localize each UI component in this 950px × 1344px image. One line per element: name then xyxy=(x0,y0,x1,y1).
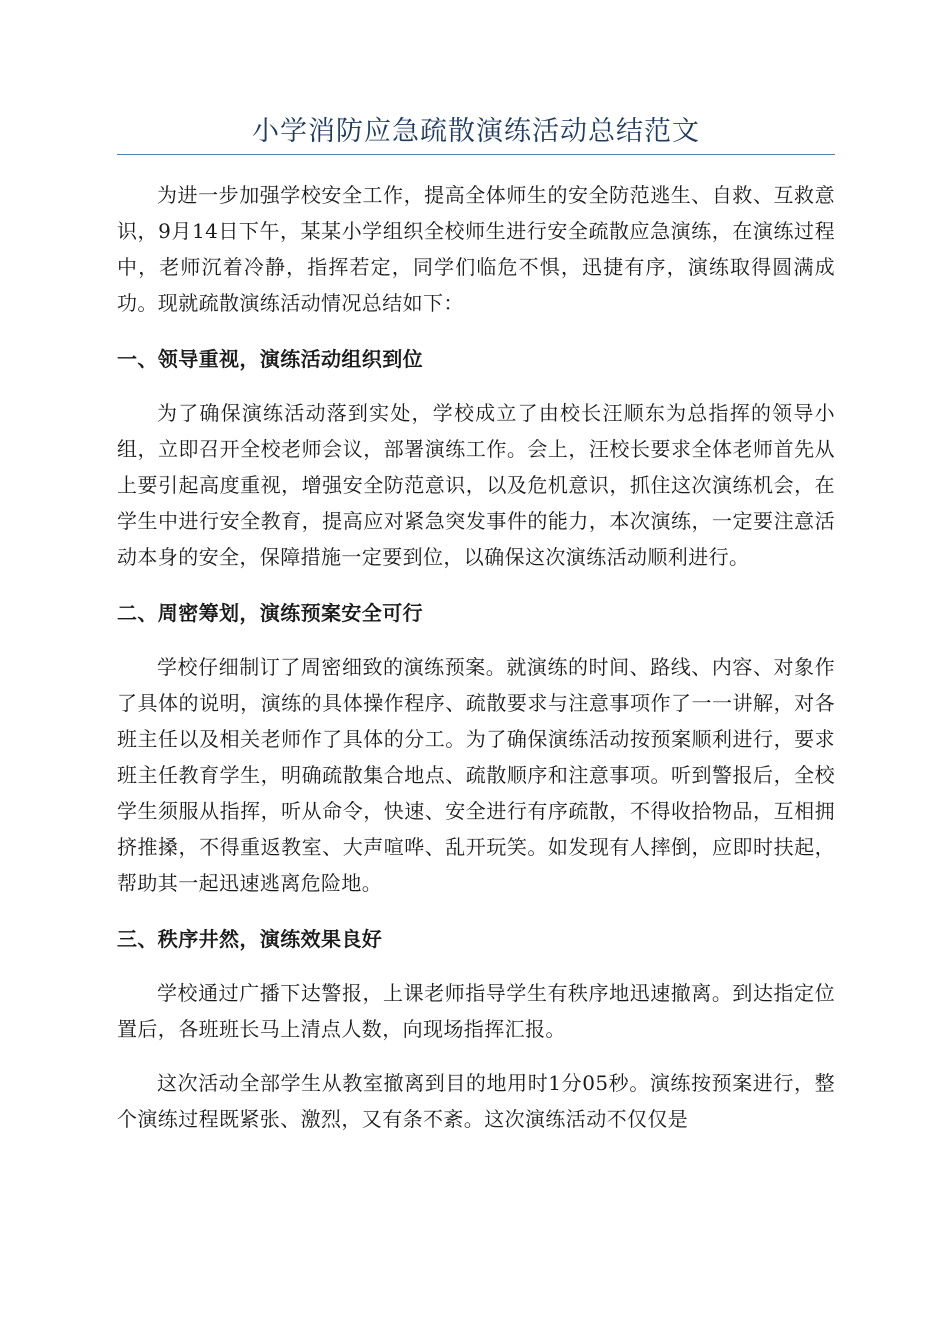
document-page xyxy=(117,112,835,1137)
intro-paragraph: 为进一步加强学校安全工作，提高全体师生的安全防范逃生、自救、互救意识，9月14日下午，某某小学组织全校师生进行安全疏散应急演练，在演练过程中，老师沉着冷静，指挥若定，同学们临危不惧，迅捷有序，演练取得圆满成功。现就疏散演练活动情况总结如下： xyxy=(117,183,835,315)
section-heading-3: 三、秩序井然，演练效果良好 xyxy=(117,927,383,951)
title-underline xyxy=(117,154,835,155)
section-2-paragraph-1: 学校仔细制订了周密细致的演练预案。就演练的时间、路线、内容、对象作了具体的说明，演练的具体操作程序、疏散要求与注意事项作了一一讲解，对各班主任以及相关老师作了具体的分工。为了确保演练活动按预案顺利进行，要求班主任教育学生，明确疏散集合地点、疏散顺序和注意事项。听到警报后，全校学生须服从指挥，听从命令，快速、安全进行有序疏散，不得收拾物品，互相拥挤推搡，不得重返教室、大声喧哗、乱开玩笑。如发现有人摔倒，应即时扶起，帮助其一起迅速逃离危险地。 xyxy=(117,655,835,895)
document-title: 小学消防应急疏散演练活动总结范文 xyxy=(252,116,700,147)
section-heading-1: 一、领导重视，演练活动组织到位 xyxy=(117,347,423,371)
section-3-paragraph-2: 这次活动全部学生从教室撤离到目的地用时1分05秒。演练按预案进行，整个演练过程既紧张、激烈，又有条不紊。这次演练活动不仅仅是 xyxy=(117,1071,835,1131)
section-1-paragraph-1: 为了确保演练活动落到实处，学校成立了由校长汪顺东为总指挥的领导小组，立即召开全校老师会议，部署演练工作。会上，汪校长要求全体老师首先从上要引起高度重视，增强安全防范意识，以及危机意识，抓住这次演练机会，在学生中进行安全教育，提高应对紧急突发事件的能力，本次演练，一定要注意活动本身的安全，保障措施一定要到位，以确保这次演练活动顺利进行。 xyxy=(117,401,835,569)
section-heading-2: 二、周密筹划，演练预案安全可行 xyxy=(117,601,423,625)
section-3-paragraph-1: 学校通过广播下达警报，上课老师指导学生有秩序地迅速撤离。到达指定位置后，各班班长马上清点人数，向现场指挥汇报。 xyxy=(117,981,835,1041)
